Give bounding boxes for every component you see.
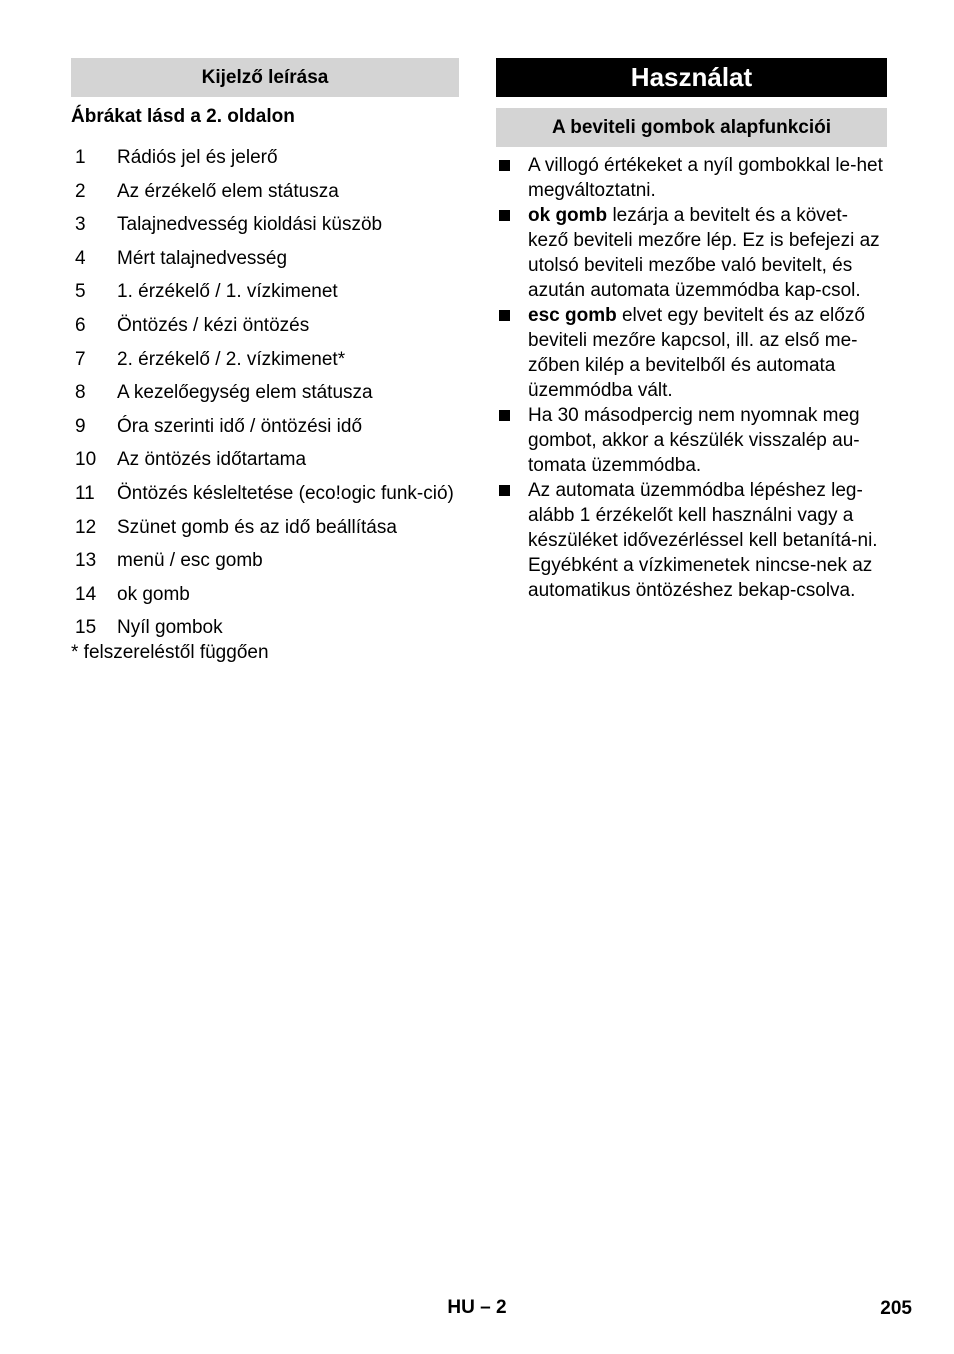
bullet-item	[496, 153, 887, 203]
item-number: 5	[75, 281, 86, 303]
item-text: Öntözés késleltetése (eco!ogic funk-ció)	[117, 482, 454, 504]
bullet-body: Az automata üzemmódba lépéshez leg-alább 1 érzékelőt kell használni vagy a készüléket idővezérléssel kell betanítá-ni. Egyébként a vízkimenetek nincse-nek az automatikus öntözéshez bekap-csolva.	[528, 480, 878, 601]
left-column	[71, 58, 459, 665]
list-item	[71, 447, 459, 472]
item-number: 15	[75, 617, 97, 639]
square-bullet-icon	[496, 153, 528, 203]
section-title-display-description: Kijelző leírása	[71, 58, 459, 97]
item-number: 2	[75, 180, 86, 202]
item-text: Mért talajnedvesség	[117, 247, 288, 269]
list-item	[71, 246, 459, 271]
bullet-body: A villogó értékeket a nyíl gombokkal le-het megváltoztatni.	[528, 155, 883, 201]
bullet-body: lezárja a bevitelt és a követ-kező beviteli mezőre lép. Ez is befejezi az utolsó beviteli mezőbe való bevitelt, és azután automata üzemmódba kap-csol.	[528, 205, 880, 301]
list-item	[71, 313, 459, 338]
item-text: Az öntözés időtartama	[117, 449, 307, 471]
square-bullet-icon	[496, 203, 528, 303]
main-title-usage: Használat	[496, 58, 887, 97]
footnote: * felszereléstől függően	[71, 641, 269, 663]
item-number: 14	[75, 583, 97, 605]
item-text: ok gomb	[117, 583, 190, 605]
item-text: Talajnedvesség kioldási küszöb	[117, 214, 383, 236]
list-item	[71, 414, 459, 439]
bullet-text	[528, 303, 887, 403]
bullet-bold: esc gomb	[528, 305, 617, 326]
bullet-item	[496, 478, 887, 603]
item-number: 7	[75, 348, 86, 370]
bullet-text	[528, 403, 887, 478]
item-text: Nyíl gombok	[117, 617, 223, 639]
item-number: 9	[75, 415, 86, 437]
item-number: 11	[75, 482, 95, 504]
item-text: Öntözés / kézi öntözés	[117, 314, 310, 336]
page-number: 205	[880, 1298, 912, 1319]
item-number: 6	[75, 314, 86, 336]
item-text: 2. érzékelő / 2. vízkimenet*	[117, 348, 346, 370]
item-text: Rádiós jel és jelerő	[117, 147, 278, 168]
square-bullet-icon	[496, 303, 528, 403]
right-column	[496, 58, 887, 603]
bullet-item	[496, 303, 887, 403]
list-item	[71, 548, 459, 573]
bullet-item	[496, 403, 887, 478]
bullet-text	[528, 478, 887, 603]
item-number: 8	[75, 382, 86, 404]
item-text: Szünet gomb és az idő beállítása	[117, 516, 397, 538]
item-text: Az érzékelő elem státusza	[117, 180, 339, 202]
list-item	[71, 380, 459, 405]
bullet-text	[528, 203, 887, 303]
item-number: 13	[75, 550, 97, 572]
item-number: 12	[75, 516, 97, 538]
list-item	[71, 212, 459, 237]
list-item	[71, 582, 459, 607]
display-legend-list	[71, 145, 459, 640]
list-item	[71, 515, 459, 540]
item-number: 4	[75, 247, 86, 269]
bullet-body: elvet egy bevitelt és az előző beviteli mezőre kapcsol, ill. az első me-zőben kilép a bevitelből és automata üzemmódba vált.	[528, 305, 865, 401]
list-item	[71, 279, 459, 304]
item-text: Óra szerinti idő / öntözési idő	[117, 415, 363, 437]
list-item	[71, 145, 459, 170]
item-text: A kezelőegység elem státusza	[117, 382, 373, 404]
list-item	[71, 347, 459, 372]
item-number: 10	[75, 449, 97, 471]
item-number: 3	[75, 214, 86, 236]
bullet-item	[496, 203, 887, 303]
square-bullet-icon	[496, 403, 528, 478]
item-text: 1. érzékelő / 1. vízkimenet	[117, 281, 338, 303]
bullet-list	[496, 153, 887, 603]
list-item	[71, 179, 459, 204]
footer-language-page: HU – 2	[447, 1297, 507, 1318]
square-bullet-icon	[496, 478, 528, 603]
list-item	[71, 481, 459, 506]
bullet-body: Ha 30 másodpercig nem nyomnak meg gombot, akkor a készülék visszalép au-tomata üzemmódba.	[528, 405, 860, 476]
item-text: menü / esc gomb	[117, 550, 263, 572]
item-number: 1	[75, 147, 86, 168]
section-title-input-buttons: A beviteli gombok alapfunkciói	[496, 108, 887, 147]
list-item	[71, 615, 459, 640]
bullet-bold: ok gomb	[528, 205, 608, 226]
figure-reference: Ábrákat lásd a 2. oldalon	[71, 106, 295, 127]
bullet-text	[528, 153, 887, 203]
